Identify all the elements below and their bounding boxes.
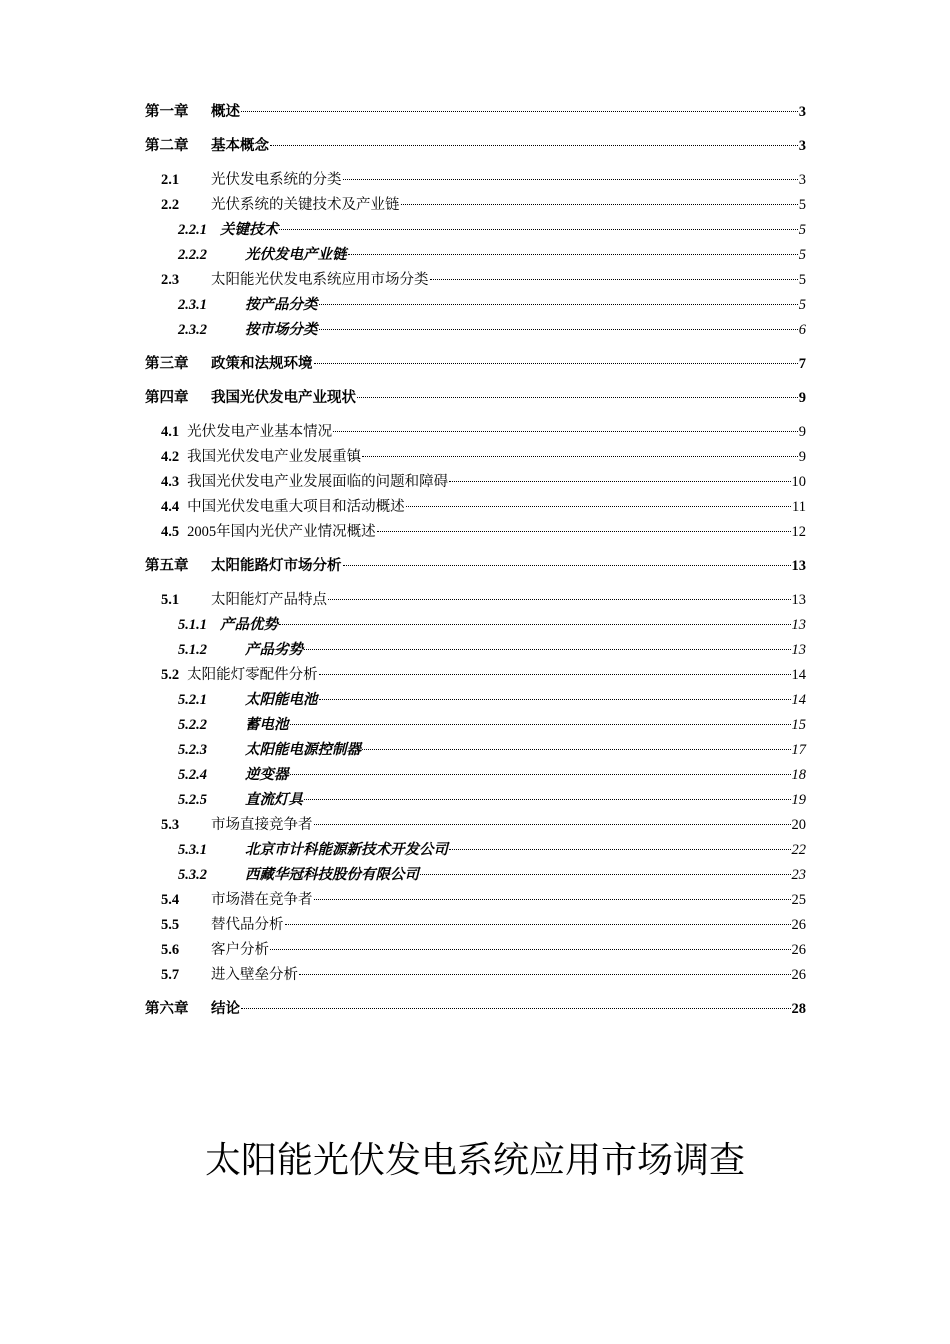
- toc-entry-title: 太阳能电池: [245, 692, 318, 708]
- toc-entry-number: 5.2.3: [178, 742, 207, 758]
- toc-entry-title: 太阳能路灯市场分析: [211, 558, 342, 574]
- toc-entry-title: 关键技术: [220, 222, 278, 238]
- toc-entry-number: 5.4: [161, 892, 180, 908]
- toc-dot-leader: [314, 824, 791, 825]
- toc-subsection-entry[interactable]: [145, 713, 806, 738]
- toc-dot-leader: [319, 304, 798, 305]
- toc-entry-number: 5.3.2: [178, 867, 207, 883]
- toc-entry-title: 按产品分类: [245, 297, 318, 313]
- toc-section-entry[interactable]: [145, 193, 806, 218]
- toc-chapter-entry[interactable]: [145, 134, 806, 159]
- toc-page-number: 26: [791, 967, 806, 983]
- toc-page-number: 17: [791, 742, 806, 758]
- toc-page-number: 28: [791, 1001, 806, 1017]
- toc-dot-leader: [319, 329, 798, 330]
- toc-subsection-entry[interactable]: [145, 688, 806, 713]
- toc-page-number: 3: [798, 172, 806, 188]
- toc-entry-number: 2.1: [161, 172, 180, 188]
- toc-chapter-entry[interactable]: [145, 997, 806, 1022]
- toc-entry-title: 替代品分析: [211, 917, 284, 933]
- toc-subsection-entry[interactable]: [145, 613, 806, 638]
- toc-page-number: 5: [798, 247, 806, 263]
- toc-page-number: 12: [791, 524, 806, 540]
- toc-section-entry[interactable]: [145, 495, 806, 520]
- toc-entry-number: 5.7: [161, 967, 180, 983]
- toc-entry-number: 第六章: [145, 1001, 189, 1017]
- toc-dot-leader: [270, 949, 791, 950]
- toc-dot-leader: [362, 749, 791, 750]
- toc-dot-leader: [343, 565, 791, 566]
- toc-dot-leader: [362, 456, 798, 457]
- toc-dot-leader: [314, 899, 791, 900]
- toc-dot-leader: [299, 974, 791, 975]
- toc-page-number: 7: [798, 356, 806, 372]
- toc-chapter-entry[interactable]: [145, 100, 806, 125]
- toc-page-number: 20: [791, 817, 806, 833]
- toc-dot-leader: [348, 254, 798, 255]
- toc-entry-number: 5.1.1: [178, 617, 207, 633]
- toc-entry-number: 5.2.2: [178, 717, 207, 733]
- toc-entry-title: 基本概念: [211, 138, 269, 154]
- toc-entry-number: 4.4: [161, 499, 180, 515]
- toc-entry-title: 光伏发电产业基本情况: [187, 424, 333, 440]
- toc-page-number: 11: [792, 499, 806, 515]
- toc-dot-leader: [430, 279, 798, 280]
- toc-dot-leader: [279, 229, 798, 230]
- toc-entry-number: 4.2: [161, 449, 180, 465]
- toc-entry-title: 光伏发电产业链: [245, 247, 347, 263]
- toc-entry-number: 5.2.4: [178, 767, 207, 783]
- toc-page-number: 26: [791, 942, 806, 958]
- toc-entry-number: 5.6: [161, 942, 180, 958]
- toc-entry-number: 4.5: [161, 524, 180, 540]
- toc-entry-number: 第三章: [145, 356, 189, 372]
- toc-subsection-entry[interactable]: [145, 838, 806, 863]
- toc-entry-title: 太阳能灯零配件分析: [187, 667, 318, 683]
- toc-page-number: 5: [798, 272, 806, 288]
- toc-section-entry[interactable]: [145, 913, 806, 938]
- toc-entry-title: 直流灯具: [245, 792, 303, 808]
- toc-dot-leader: [343, 179, 798, 180]
- toc-dot-leader: [314, 363, 798, 364]
- toc-section-entry[interactable]: [145, 445, 806, 470]
- toc-dot-leader: [449, 481, 790, 482]
- toc-subsection-entry[interactable]: [145, 738, 806, 763]
- toc-section-entry[interactable]: [145, 588, 806, 613]
- toc-subsection-entry[interactable]: [145, 293, 806, 318]
- toc-entry-number: 5.3: [161, 817, 180, 833]
- toc-page-number: 3: [798, 104, 806, 120]
- toc-entry-title: 结论: [211, 1001, 240, 1017]
- document-title: 太阳能光伏发电系统应用市场调查: [204, 1140, 745, 1181]
- toc-dot-leader: [270, 145, 798, 146]
- toc-section-entry[interactable]: [145, 938, 806, 963]
- toc-dot-leader: [290, 774, 791, 775]
- toc-entry-title: 进入壁垒分析: [211, 967, 298, 983]
- toc-entry-title: 光伏发电系统的分类: [211, 172, 342, 188]
- toc-page-number: 3: [798, 138, 806, 154]
- toc-entry-number: 第五章: [145, 558, 189, 574]
- toc-entry-title: 市场潜在竞争者: [211, 892, 313, 908]
- toc-entry-number: 2.3: [161, 272, 180, 288]
- toc-page-number: 13: [791, 558, 806, 574]
- toc-subsection-entry[interactable]: [145, 788, 806, 813]
- toc-dot-leader: [241, 1008, 791, 1009]
- toc-section-entry[interactable]: [145, 963, 806, 988]
- toc-entry-number: 第二章: [145, 138, 189, 154]
- toc-chapter-entry[interactable]: [145, 386, 806, 411]
- toc-entry-title: 产品劣势: [245, 642, 303, 658]
- toc-entry-number: 5.2.1: [178, 692, 207, 708]
- toc-page-number: 6: [798, 322, 806, 338]
- toc-dot-leader: [304, 649, 791, 650]
- toc-subsection-entry[interactable]: [145, 318, 806, 343]
- toc-dot-leader: [241, 111, 798, 112]
- toc-entry-number: 2.2.2: [178, 247, 207, 263]
- toc-entry-number: 第四章: [145, 390, 189, 406]
- toc-entry-number: 5.5: [161, 917, 180, 933]
- toc-entry-title: 2005年国内光伏产业情况概述: [187, 524, 376, 540]
- toc-entry-number: 4.1: [161, 424, 180, 440]
- toc-entry-title: 我国光伏发电产业发展面临的问题和障碍: [187, 474, 449, 490]
- toc-entry-number: 2.3.1: [178, 297, 207, 313]
- toc-page-number: 15: [791, 717, 806, 733]
- toc-page-number: 13: [791, 592, 806, 608]
- toc-dot-leader: [285, 924, 791, 925]
- toc-page-number: 13: [791, 642, 806, 658]
- toc-page-number: 26: [791, 917, 806, 933]
- toc-section-entry[interactable]: [145, 520, 806, 545]
- toc-entry-number: 4.3: [161, 474, 180, 490]
- toc-dot-leader: [377, 531, 791, 532]
- toc-chapter-entry[interactable]: [145, 352, 806, 377]
- table-of-contents: [145, 100, 806, 1022]
- toc-page-number: 5: [798, 222, 806, 238]
- toc-page-number: 13: [791, 617, 806, 633]
- toc-dot-leader: [420, 874, 791, 875]
- toc-dot-leader: [319, 699, 791, 700]
- toc-entry-number: 5.3.1: [178, 842, 207, 858]
- toc-dot-leader: [319, 674, 791, 675]
- toc-page-number: 25: [791, 892, 806, 908]
- toc-subsection-entry[interactable]: [145, 763, 806, 788]
- toc-chapter-entry[interactable]: [145, 554, 806, 579]
- toc-entry-title: 太阳能电源控制器: [245, 742, 361, 758]
- toc-page-number: 9: [798, 424, 806, 440]
- toc-entry-number: 2.3.2: [178, 322, 207, 338]
- toc-dot-leader: [304, 799, 791, 800]
- toc-subsection-entry[interactable]: [145, 863, 806, 888]
- toc-section-entry[interactable]: [145, 168, 806, 193]
- toc-page-number: 5: [798, 197, 806, 213]
- toc-entry-number: 5.1: [161, 592, 180, 608]
- toc-entry-number: 2.2.1: [178, 222, 207, 238]
- toc-page-number: 14: [791, 692, 806, 708]
- toc-page-number: 5: [798, 297, 806, 313]
- toc-entry-title: 蓄电池: [245, 717, 289, 733]
- toc-entry-number: 5.1.2: [178, 642, 207, 658]
- toc-page-number: 23: [791, 867, 806, 883]
- toc-entry-title: 客户分析: [211, 942, 269, 958]
- toc-page-number: 18: [791, 767, 806, 783]
- toc-entry-title: 市场直接竞争者: [211, 817, 313, 833]
- toc-dot-leader: [290, 724, 791, 725]
- toc-dot-leader: [401, 204, 798, 205]
- toc-entry-title: 太阳能灯产品特点: [211, 592, 327, 608]
- toc-dot-leader: [449, 849, 791, 850]
- toc-section-entry[interactable]: [145, 420, 806, 445]
- toc-entry-title: 我国光伏发电产业发展重镇: [187, 449, 362, 465]
- toc-entry-title: 我国光伏发电产业现状: [211, 390, 356, 406]
- toc-dot-leader: [279, 624, 791, 625]
- toc-dot-leader: [333, 431, 798, 432]
- toc-entry-title: 中国光伏发电重大项目和活动概述: [187, 499, 405, 515]
- toc-entry-title: 光伏系统的关键技术及产业链: [211, 197, 400, 213]
- toc-dot-leader: [406, 506, 791, 507]
- toc-entry-title: 政策和法规环境: [211, 356, 313, 372]
- toc-entry-title: 西藏华冠科技股份有限公司: [245, 867, 419, 883]
- toc-section-entry[interactable]: [145, 470, 806, 495]
- toc-entry-title: 逆变器: [245, 767, 289, 783]
- toc-page-number: 9: [798, 449, 806, 465]
- toc-entry-title: 北京市计科能源新技术开发公司: [245, 842, 448, 858]
- toc-section-entry[interactable]: [145, 663, 806, 688]
- toc-section-entry[interactable]: [145, 268, 806, 293]
- toc-entry-title: 太阳能光伏发电系统应用市场分类: [211, 272, 429, 288]
- toc-entry-title: 概述: [211, 104, 240, 120]
- toc-page-number: 19: [791, 792, 806, 808]
- toc-page-number: 22: [791, 842, 806, 858]
- toc-subsection-entry[interactable]: [145, 638, 806, 663]
- toc-entry-number: 第一章: [145, 104, 189, 120]
- toc-subsection-entry[interactable]: [145, 218, 806, 243]
- toc-section-entry[interactable]: [145, 813, 806, 838]
- toc-page-number: 10: [791, 474, 806, 490]
- toc-entry-title: 按市场分类: [245, 322, 318, 338]
- toc-entry-number: 2.2: [161, 197, 180, 213]
- toc-page-number: 14: [791, 667, 806, 683]
- toc-dot-leader: [357, 397, 798, 398]
- toc-dot-leader: [328, 599, 791, 600]
- toc-section-entry[interactable]: [145, 888, 806, 913]
- toc-page-number: 9: [798, 390, 806, 406]
- toc-entry-number: 5.2.5: [178, 792, 207, 808]
- toc-entry-title: 产品优势: [220, 617, 278, 633]
- toc-entry-number: 5.2: [161, 667, 180, 683]
- toc-subsection-entry[interactable]: [145, 243, 806, 268]
